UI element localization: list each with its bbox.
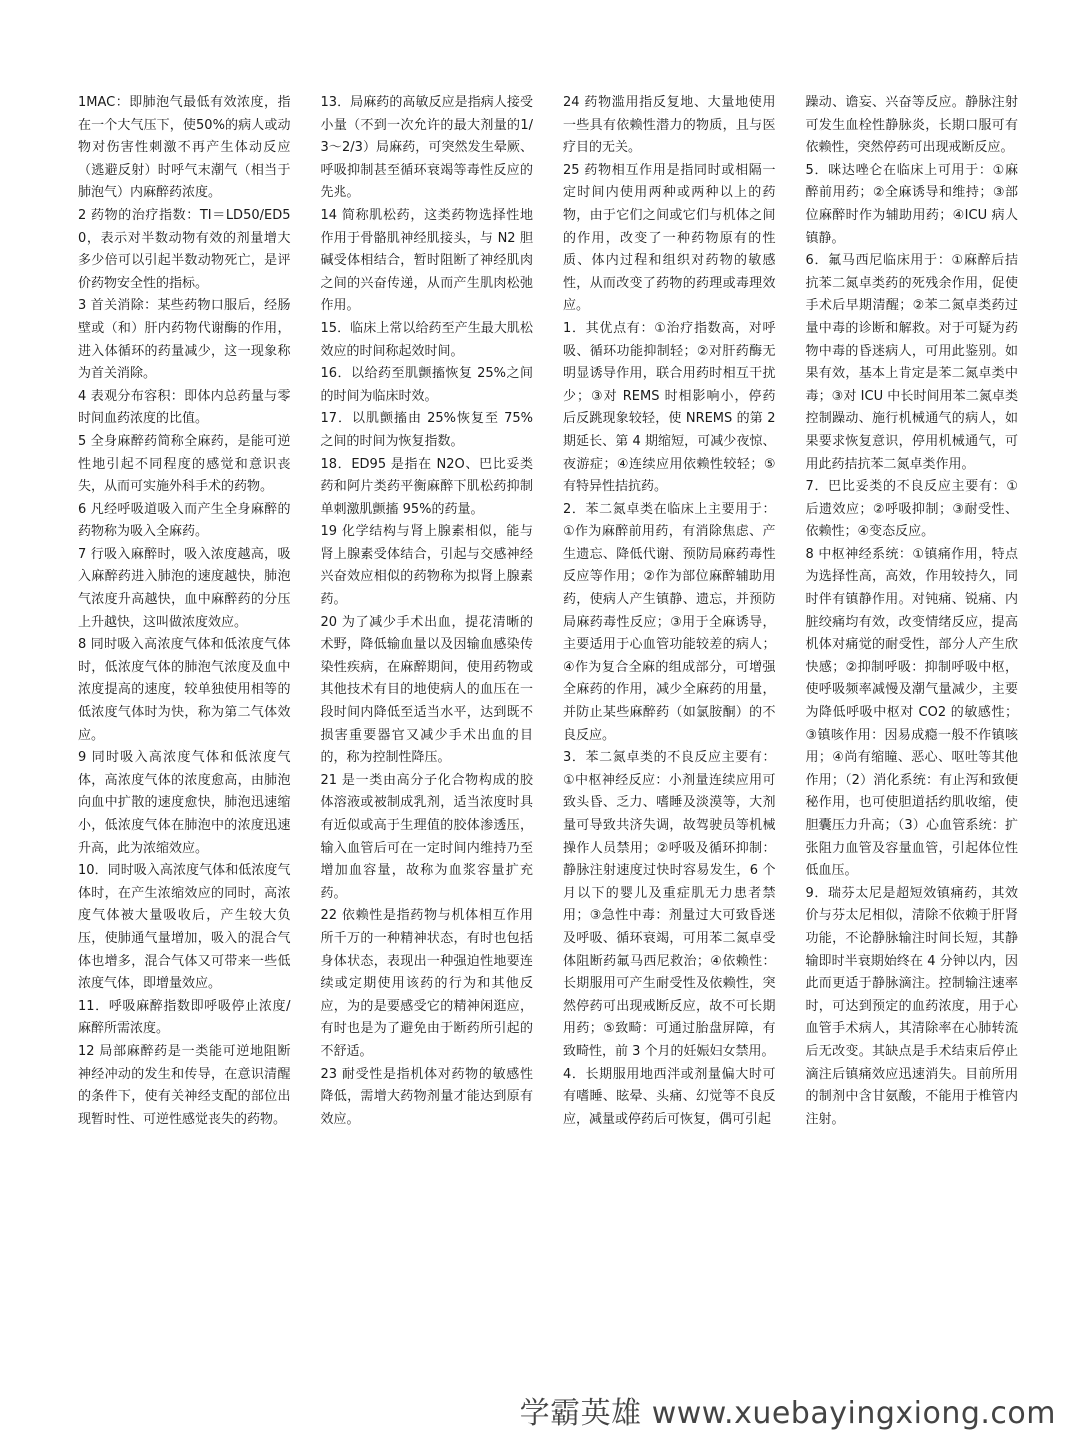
document-body (78, 92, 1018, 1342)
paragraph: 9 同时吸入高浓度气体和低浓度气体，高浓度气体的浓度愈高，由肺泡向血中扩散的速度愈快，肺泡迅速缩小，低浓度气体在肺泡中的浓度迅速升高，此为浓缩效应。 (78, 750, 291, 856)
paragraph: 13．局麻药的高敏反应是指病人接受小量（不到一次允许的最大剂量的1/3～2/3）局麻药，可突然发生晕厥、呼吸抑制甚至循环衰竭等毒性反应的先兆。 (320, 95, 533, 201)
paragraph: 24 药物滥用指反复地、大量地使用一些具有依赖性潜力的物质，且与医疗目的无关。 (563, 95, 776, 156)
paragraph: 22 依赖性是指药物与机体相互作用所千万的一种精神状态，有时也包括身体状态，表现出一种强迫性地要连续或定期使用该药的行为和其他反应，为的是要感受它的精神闲逛应，有时也是为了避免由于断药所引起的不舒适。 (320, 908, 533, 1059)
paragraph: 12 局部麻醉药是一类能可逆地阻断神经冲动的发生和传导，在意识清醒的条件下，使有关神经支配的部位出现暂时性、可逆性感觉丧失的药物。 (78, 1043, 291, 1127)
paragraph: 16．以给药至肌颤搐恢复 25%之间的时间为临床时效。 (320, 366, 533, 404)
paragraph: 2．苯二氮卓类在临床上主要用于：①作为麻醉前用药，有消除焦虑、产生遗忘、降低代谢、预防局麻药毒性反应等作用；②作为部位麻醉辅助用药，使病人产生镇静、遗忘，并预防局麻药毒性反应；③用于全麻诱导，主要适用于心血管功能较差的病人；④作为复合全麻的组成部分，可增强全麻药的作用，减少全麻药的用量，并防止某些麻醉药（如氯胺酮）的不良反应。 (563, 501, 776, 743)
site-watermark[interactable]: 学霸英雄 www.xuebayingxiong.com (519, 1396, 1056, 1431)
paragraph: 18．ED95 是指在 N2O、巴比妥类药和阿片类药平衡麻醉下肌松药抑制单刺激肌颤搐 95%的药量。 (320, 456, 533, 517)
paragraph: 20 为了减少手术出血，提花清晰的术野，降低输血量以及因输血感染传染性疾病，在麻醉期间，使用药物或其他技术有目的地使病人的血压在一段时间内降低至适当水平，达到既不损害重要器官又减少手术出血的目的，称为控制性降压。 (320, 614, 533, 766)
paragraph: 7．巴比妥类的不良反应主要有：①后遗效应；②呼吸抑制；③耐受性、依赖性；④变态反应。 (805, 479, 1018, 540)
paragraph: 15．临床上常以给药至产生最大肌松效应的时间称起效时间。 (320, 320, 533, 359)
paragraph: 1．其优点有：①治疗指数高，对呼吸、循环功能抑制轻；②对肝药酶无明显诱导作用，联合用药时相互干扰少；③对 REMS 时相影响小，停药后反跳现象较轻，使 NREMS 的第 2 期延长、第 4 期缩短，可减少夜惊、夜游症；④连续应用依赖性较轻；⑤有特异性拮抗药。 (563, 320, 776, 495)
paragraph: 5．咪达唑仑在临床上可用于：①麻醉前用药；②全麻诱导和维持；③部位麻醉时作为辅助用药；④ICU 病人镇静。 (805, 162, 1018, 246)
text-column-3 (563, 92, 776, 1342)
paragraph: 19 化学结构与肾上腺素相似，能与肾上腺素受体结合，引起与交感神经兴奋效应相似的药物称为拟肾上腺素药。 (320, 524, 533, 608)
text-column-1 (78, 92, 291, 1342)
paragraph: 4．长期服用地西泮或剂量偏大时可有嗜睡、眩晕、头痛、幻觉等不良反应，减量或停药后可恢复，偶可引起 (563, 1066, 776, 1127)
text-column-2 (321, 92, 534, 1342)
paragraph: 6 凡经呼吸道吸入而产生全身麻醉的药物称为吸入全麻药。 (78, 501, 291, 540)
paragraph: 躁动、谵妄、兴奋等反应。静脉注射可发生血栓性静脉炎，长期口服可有依赖性，突然停药可出现戒断反应。 (805, 95, 1018, 156)
paragraph: 17．以肌颤搐由 25%恢复至 75%之间的时间为恢复指数。 (320, 411, 533, 449)
paragraph: 14 简称肌松药，这类药物选择性地作用于骨骼肌神经肌接头，与 N2 胆碱受体相结合，暂时阻断了神经肌肉之间的兴奋传递，从而产生肌肉松弛作用。 (320, 207, 533, 314)
paragraph: 11．呼吸麻醉指数即呼吸停止浓度/麻醉所需浓度。 (78, 998, 291, 1037)
paragraph: 23 耐受性是指机体对药物的敏感性降低，需增大药物剂量才能达到原有效应。 (320, 1066, 533, 1127)
paragraph: 9．瑞芬太尼是超短效镇痛药，其效价与芬太尼相似，清除不依赖于肝肾功能，不论静脉输注时间长短，其静输即时半衰期始终在 4 分钟以内，因此而更适于静脉滴注。控制输注速率时，可达到预定的血药浓度，用于心血管手术病人，其清除率在心肺转流后无改变。其缺点是手术结束后停止滴注后镇痛效应迅速消失。目前所用的制剂中含甘氨酸，不能用于椎管内注射。 (805, 885, 1018, 1127)
paragraph: 10．同时吸入高浓度气体和低浓度气体时，在产生浓缩效应的同时，高浓度气体被大量吸收后，产生较大负压，使肺通气量增加，吸入的混合气体也增多，混合气体又可带来一些低浓度气体，即增量效应。 (78, 863, 291, 992)
paragraph: 25 药物相互作用是指同时或相隔一定时间内使用两种或两种以上的药物，由于它们之间或它们与机体之间的作用，改变了一种药物原有的性质、体内过程和组织对药物的敏感性，从而改变了药物的药理或毒理效应。 (563, 162, 776, 314)
paragraph: 3．苯二氮卓类的不良反应主要有：①中枢神经反应：小剂量连续应用可致头昏、乏力、嗜睡及淡漠等，大剂量可导致共济失调，故驾驶员等机械操作人员禁用；②呼吸及循环抑制：静脉注射速度过快时容易发生，6 个月以下的婴儿及重症肌无力患者禁用；③急性中毒：剂量过大可致昏迷及呼吸、循环衰竭，可用苯二氮卓受体阻断药氟马西尼救治；④依赖性：长期服用可产生耐受性及依赖性，突然停药可出现戒断反应，故不可长期用药；⑤致畸：可通过胎盘屏障，有致畸性，前 3 个月的妊娠妇女禁用。 (563, 750, 776, 1059)
paragraph: 8 同时吸入高浓度气体和低浓度气体时，低浓度气体的肺泡气浓度及血中浓度提高的速度，较单独使用相等的低浓度气体时为快，称为第二气体效应。 (78, 637, 291, 743)
paragraph: 1MAC：即肺泡气最低有效浓度，指在一个大气压下，使50%的病人或动物对伤害性刺激不再产生体动反应（逃避反射）时呼气末潮气（相当于肺泡气）内麻醉药浓度。 (78, 95, 291, 201)
paragraph: 7 行吸入麻醉时，吸入浓度越高，吸入麻醉药进入肺泡的速度越快，肺泡气浓度升高越快，血中麻醉药的分压上升越快，这叫做浓度效应。 (78, 546, 291, 630)
paragraph: 3 首关消除：某些药物口服后，经肠壁或（和）肝内药物代谢酶的作用，进入体循环的药量减少，这一现象称为首关消除。 (78, 298, 291, 382)
paragraph: 21 是一类由高分子化合物构成的胶体溶液或被制成乳剂，适当浓度时具有近似或高于生理值的胶体渗透压，输入血管后可在一定时间内维持乃至增加血容量，故称为血浆容量扩充药。 (320, 772, 533, 901)
paragraph: 5 全身麻醉药简称全麻药，是能可逆性地引起不同程度的感觉和意识丧失，从而可实施外科手术的药物。 (78, 433, 291, 495)
text-column-4 (806, 92, 1019, 1342)
paragraph: 2 药物的治疗指数：TI＝LD50/ED50，表示对半数动物有效的剂量增大多少倍可以引起半数动物死亡，是评价药物安全性的指标。 (78, 207, 291, 291)
paragraph: 6．氟马西尼临床用于：①麻醉后拮抗苯二氮卓类药的死残余作用，促使手术后早期清醒；②苯二氮卓类药过量中毒的诊断和解救。对于可疑为药物中毒的昏迷病人，可用此鉴别。如果有效，基本上肯定是苯二氮卓类中毒；③对 ICU 中长时间用苯二氮卓类控制躁动、施行机械通气的病人，如果要求恢复意识，停用机械通气，可用此药拮抗苯二氮卓类作用。 (805, 253, 1018, 472)
paragraph: 8 中枢神经系统：①镇痛作用，特点为选择性高，高效，作用较持久，同时伴有镇静作用。对钝痛、锐痛、内脏绞痛均有效，改变情绪反应，提高机体对痛觉的耐受性，部分人产生欣快感；②抑制呼吸：抑制呼吸中枢，使呼吸频率减慢及潮气量减少，主要为降低呼吸中枢对 CO2 的敏感性；③镇咳作用：因易成瘾一般不作镇咳用；④尚有缩瞳、恶心、呕吐等其他作用；（2）消化系统：有止泻和致便秘作用，也可使胆道括约肌收缩，使胆囊压力升高；（3）心血管系统：扩张阻力血管及容量血管，引起体位性低血压。 (805, 546, 1018, 879)
paragraph: 4 表观分布容积：即体内总药量与零时间血药浓度的比值。 (78, 388, 291, 427)
